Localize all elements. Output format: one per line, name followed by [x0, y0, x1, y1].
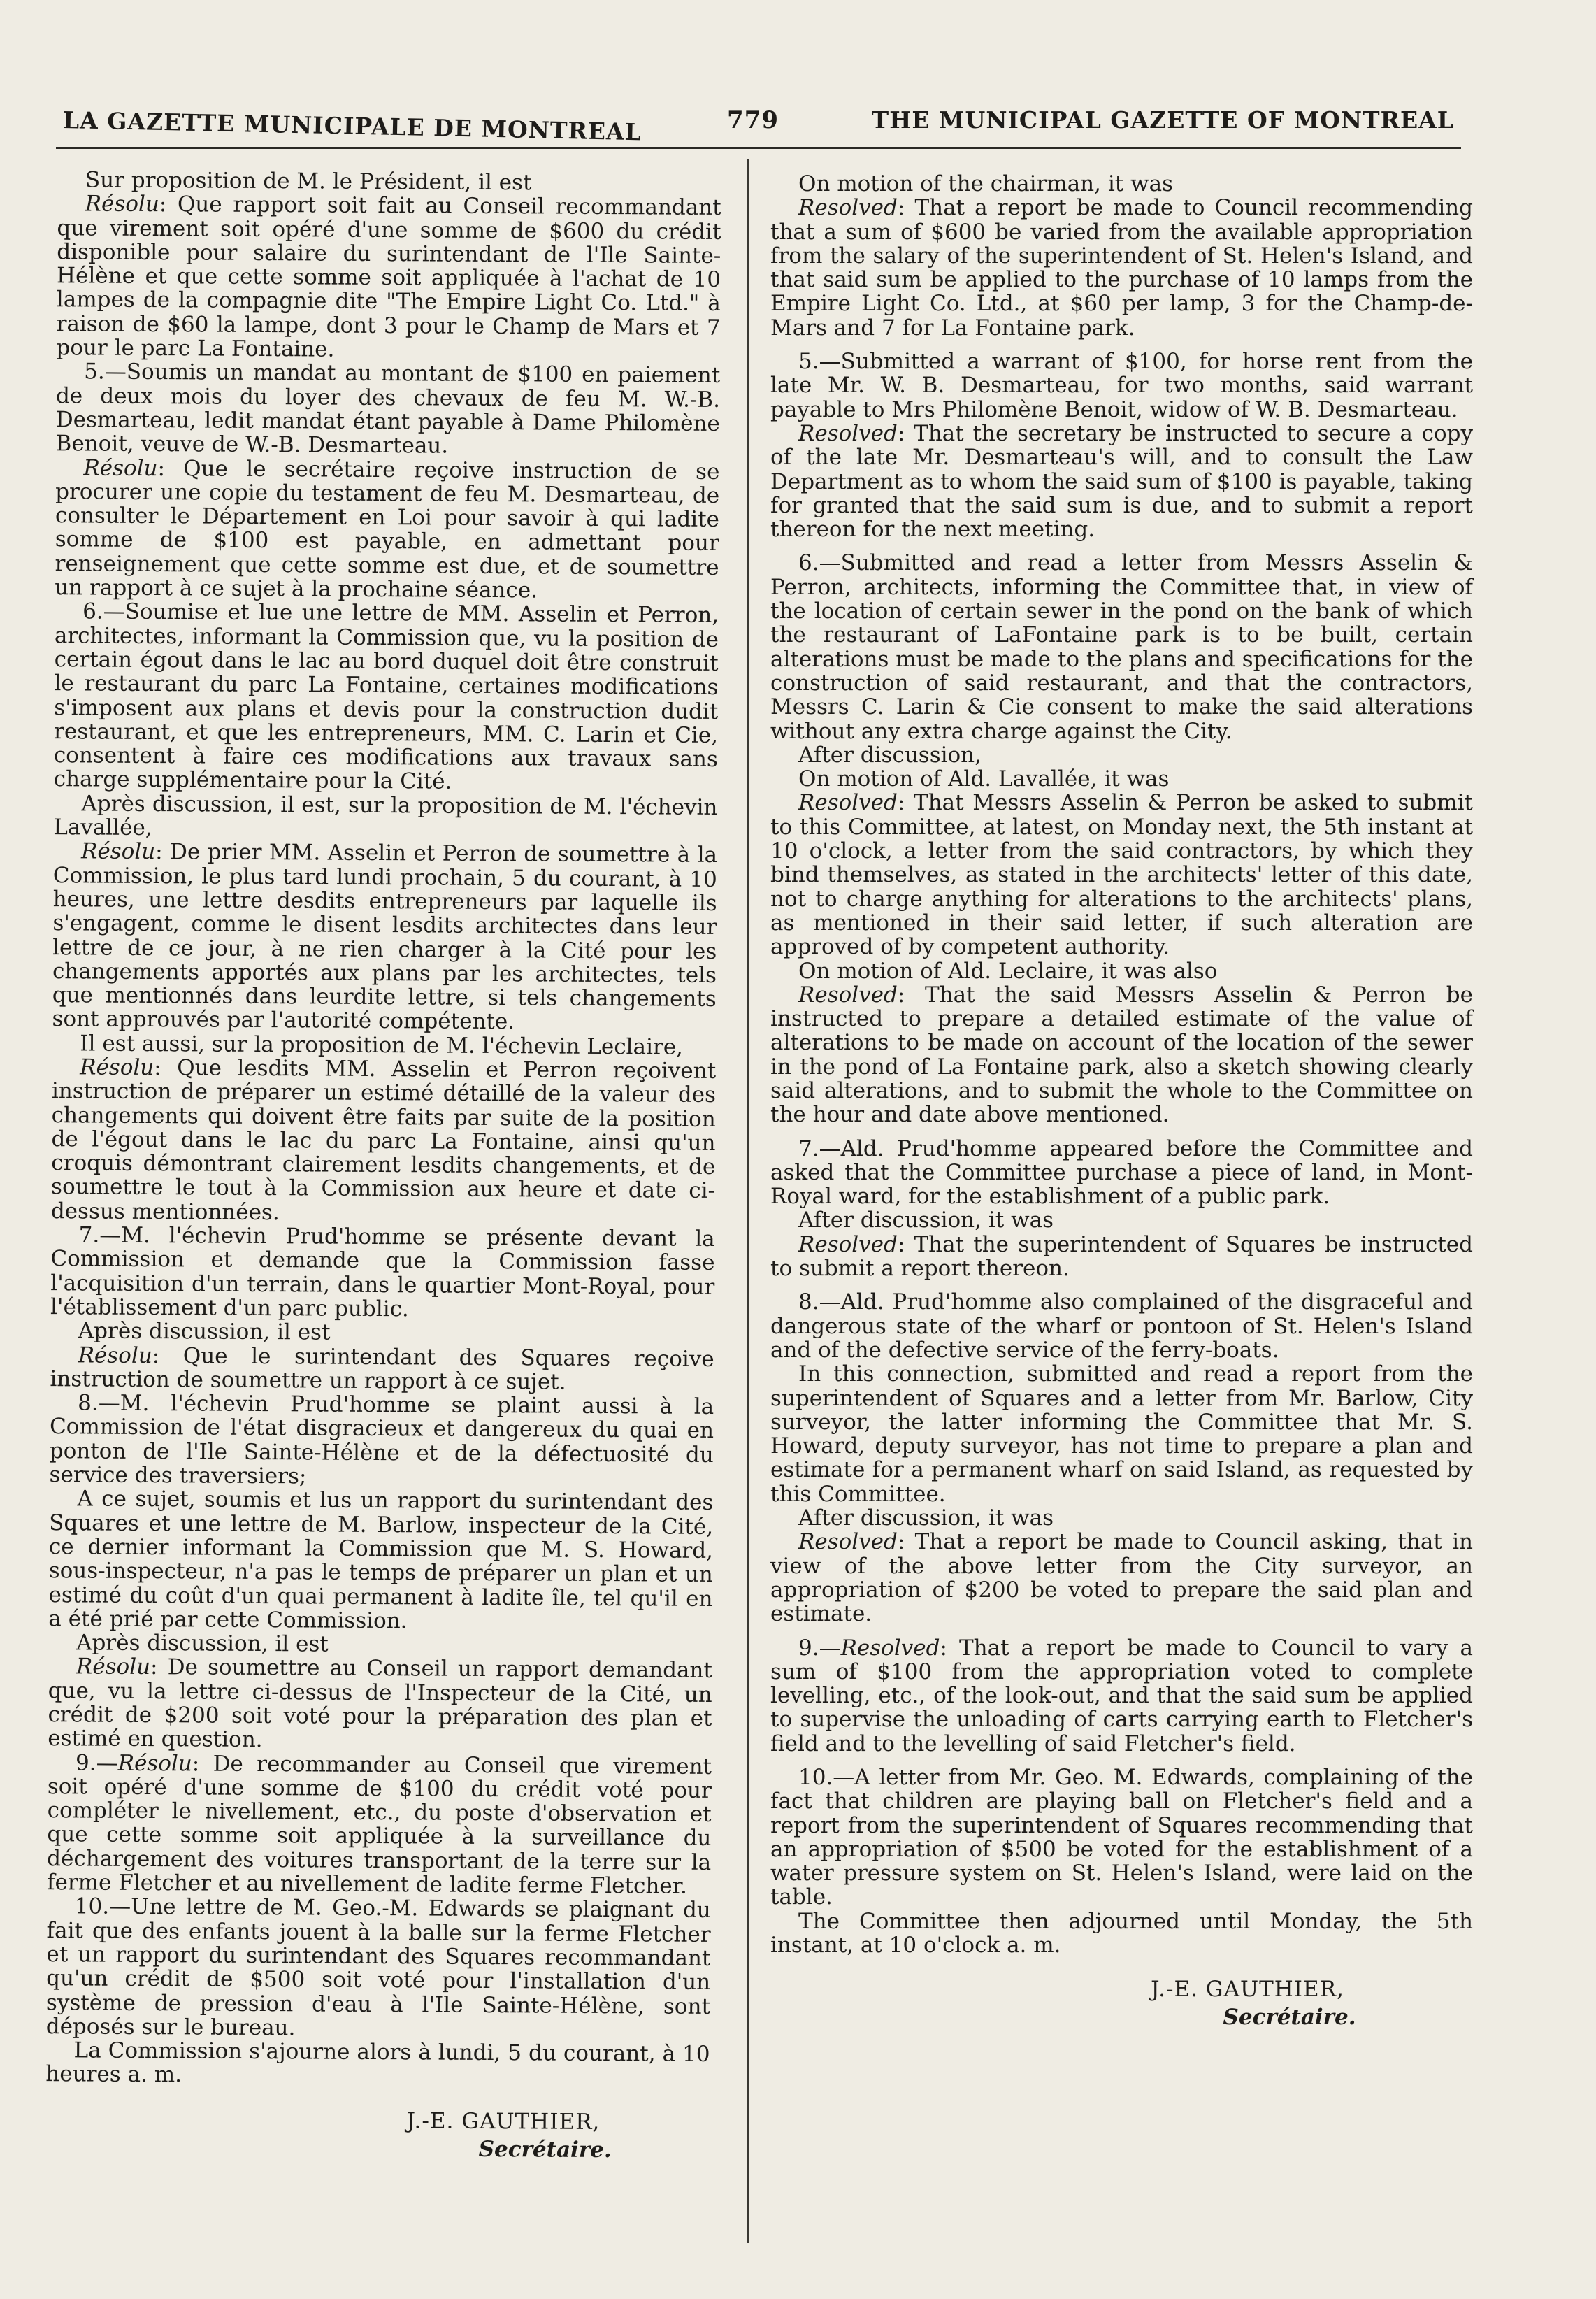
page-number: 779 — [727, 106, 779, 134]
header-french-title: LA GAZETTE MUNICIPALE DE MONTREAL — [62, 106, 642, 146]
paragraph: Après discussion, il est — [78, 1318, 331, 1345]
paragraph: Résolu: De prier MM. Asselin et Perron de soumettre à la Commission, le plus tard lundi prochain, 5 du courant, à 10 heures, une lettre desdits entrepreneurs par laquelle ils s'engagent, comme le disent lesdits architectes dans leur lettre de ce jour, à ne rien charger à la Cité pour les changements apportés aux plans par les architectes, tels que mentionnés dans leurdite lettre, si tels changements sont approuvés par l'autorité compétente. — [52, 838, 718, 1035]
paragraph: 10.—A letter from Mr. Geo. M. Edwards, complaining of the fact that children are playing ball on Fletcher's field and a report from the superintendent of Squares recommending that an appropriation of $500 be voted for the establishment of a water pressure system on St. Helen's Island, were laid on the table. — [770, 1765, 1473, 1910]
paragraph: Résolu: Que le surintendant des Squares reçoive instruction de soumettre un rapport à ce sujet. — [50, 1342, 714, 1395]
paragraph: After discussion, it was — [798, 1505, 1054, 1531]
french-column — [45, 168, 721, 2165]
paragraph: Resolved: That a report be made to Council asking, that in view of the above letter from the City surveyor, an appropriation of $200 be voted to prepare the said plan and estimate. — [770, 1529, 1473, 1627]
paragraph: 6.—Soumise et lue une lettre de MM. Asselin et Perron, architectes, informant la Commission que, vu la position de certain égout dans le lac au bord duquel doit être construit le restaurant du parc La Fontaine, certaines modifications s'imposent aux plans et devis pour la construction dudit restaurant, et que les entrepreneurs, MM. C. Larin et Cie, consentent à faire ces modifications aux travaux sans charge supplémentaire pour la Cité. — [53, 599, 719, 795]
signature-title: Secrétaire. — [478, 2136, 612, 2163]
paragraph: Sur proposition de M. le Président, il est — [85, 167, 532, 196]
paragraph: On motion of Ald. Leclaire, it was also — [798, 958, 1218, 984]
paragraph: Resolved: That the superintendent of Squares be instructed to submit a report thereon. — [770, 1231, 1473, 1282]
header-english-title: THE MUNICIPAL GAZETTE OF MONTREAL — [871, 106, 1454, 134]
french-signature — [45, 2105, 710, 2165]
paragraph: After discussion, — [798, 742, 982, 768]
signature-name: J.-E. GAUTHIER, — [406, 2108, 601, 2135]
paragraph: Résolu: Que le secrétaire reçoive instruction de se procurer une copie du testament de feu M. Desmarteau, de consulter le Département en Loi pour savoir à qui ladite somme de $100 est payable, en admettant pour renseignement que cette somme est due, et de soumettre un rapport à ce sujet à la prochaine séance. — [55, 454, 720, 603]
paragraph: Résolu: Que lesdits MM. Asselin et Perron reçoivent instruction de préparer un estimé détaillé de la valeur des changements qui doivent être faits par suite de la position de l'égout dans le lac du parc La Fontaine, ainsi qu'un croquis démontrant clairement lesdits changements, et de soumettre le tout à la Commission aux heure et date ci-dessus mentionnées. — [50, 1054, 717, 1225]
paragraph: On motion of Ald. Lavallée, it was — [798, 766, 1170, 792]
page-header — [56, 98, 1461, 149]
paragraph: Résolu: Que rapport soit fait au Conseil recommandant que virement soit opéré d'une somme de $600 du crédit disponible pour salaire du surintendant de l'Ile Sainte-Hélène et que cette somme soit appliquée à l'achat de 10 lampes de la compagnie dite "The Empire Light Co. Ltd." à raison de $60 la lampe, dont 3 pour le Champ de Mars et 7 pour le parc La Fontaine. — [56, 191, 721, 362]
paragraph: A ce sujet, soumis et lus un rapport du surintendant des Squares et une lettre de M. Barlow, inspecteur de la Cité, ce dernier informant la Commission que M. S. Howard, sous-inspecteur, n'a pas le temps de préparer un plan et un estimé du coût d'un quai permanent à ladite île, tel qu'il en a été prié par cette Commission. — [48, 1486, 714, 1634]
paragraph: 5.—Submitted a warrant of $100, for horse rent from the late Mr. W. B. Desmarteau, for two months, said warrant payable to Mrs Philomène Benoit, widow of W. B. Desmarteau. — [770, 349, 1473, 422]
paragraph: The Committee then adjourned until Monday, the 5th instant, at 10 o'clock a. m. — [770, 1908, 1473, 1958]
paragraph: La Commission s'ajourne alors à lundi, 5 du courant, à 10 heures a. m. — [45, 2037, 710, 2088]
paragraph: 6.—Submitted and read a letter from Messrs Asselin & Perron, architects, informing the Committee that, in view of the location of certain sewer in the pond on the bank of which the restaurant of LaFontaine park is to be built, certain alterations must be made to the plans and specifications for the construction of said restaurant, and that the contractors, Messrs C. Larin & Cie consent to make the said alterations without any extra charge against the City. — [770, 550, 1473, 744]
paragraph: 8.—M. l'échevin Prud'homme se plaint aussi à la Commission de l'état disgracieux et dangereux du quai en ponton de l'Ile Sainte-Hélène et de la défectuosité du service des traversiers; — [49, 1390, 714, 1489]
english-column — [770, 172, 1473, 2031]
paragraph: 10.—Une lettre de M. Geo.-M. Edwards se plaignant du fait que des enfants jouent à la balle sur la ferme Fletcher et un rapport du surintendant des Squares recommandant qu'un crédit de $500 soit voté pour l'installation d'un système de pression d'eau à l'Ile Sainte-Hélène, sont déposés sur le bureau. — [45, 1893, 711, 2041]
paragraph: 8.—Ald. Prud'homme also complained of the disgraceful and dangerous state of the wharf or pontoon of St. Helen's Island and of the defective service of the ferry-boats. — [770, 1289, 1473, 1363]
signature-name: J.-E. GAUTHIER, — [1151, 1977, 1344, 2003]
column-divider — [747, 159, 749, 2243]
paragraph: Il est aussi, sur la proposition de M. l'échevin Leclaire, — [80, 1031, 684, 1060]
paragraph: 7.—Ald. Prud'homme appeared before the Committee and asked that the Committee purchase a piece of land, in Mont-Royal ward, for the establishment of a public park. — [770, 1136, 1473, 1210]
paragraph: On motion of the chairman, it was — [798, 171, 1174, 196]
paragraph: Résolu: De soumettre au Conseil un rapport demandant que, vu la lettre ci-dessus de l'Inspecteur de la Cité, un crédit de $200 soit voté pour la préparation des plan et estimé en question. — [48, 1654, 713, 1753]
paragraph: Après discussion, il est — [76, 1630, 329, 1657]
paragraph: 7.—M. l'échevin Prud'homme se présente devant la Commission et demande que la Commission fasse l'acquisition d'un terrain, dans le quartier Mont-Royal, pour l'établissement d'un parc public. — [50, 1222, 715, 1322]
paragraph: Resolved: That the secretary be instructed to secure a copy of the late Mr. Desmarteau's will, and to consult the Law Department as to whom the said sum of $100 is payable, taking for granted that the said sum is due, and to submit a report thereon for the next meeting. — [770, 420, 1473, 543]
paragraph: After discussion, it was — [798, 1208, 1054, 1233]
signature-title: Secrétaire. — [1223, 2005, 1356, 2031]
paragraph: Après discussion, il est, sur la proposition de M. l'échevin Lavallée, — [53, 791, 718, 841]
english-signature — [770, 1975, 1473, 2031]
paragraph: 9.—Resolved: That a report be made to Council to vary a sum of $100 from the appropriation voted to complete levelling, etc., of the look-out, and that the said sum be applied to supervise the unloading of carts carrying earth to Fletcher's field and to the levelling of said Fletcher's field. — [770, 1635, 1473, 1756]
paragraph: Resolved: That Messrs Asselin & Perron be asked to submit to this Committee, at latest, on Monday next, the 5th instant at 10 o'clock, a letter from the said contractors, by which they bind themselves, as stated in the architects' letter of this date, not to charge anything for alterations to the architects' plans, as mentioned in their said letter, if such alteration are approved of by competent authority. — [770, 790, 1473, 960]
paragraph: 9.—Résolu: De recommander au Conseil que virement soit opéré d'une somme de $100 du crédit voté pour compléter le nivellement, etc., du poste d'observation et que cette somme soit appliquée à la surveillance du déchargement des voitures transportant de la terre sur la ferme Fletcher et au nivellement de ladite ferme Fletcher. — [46, 1749, 712, 1899]
paragraph: Resolved: That the said Messrs Asselin & Perron be instructed to prepare a detailed estimate of the value of alterations to be made on account of the location of the sewer in the pond of La Fontaine park, also a sketch showing clearly said alterations, and to submit the whole to the Committee on the hour and date above mentioned. — [770, 982, 1473, 1128]
paragraph: Resolved: That a report be made to Council recommending that a sum of $600 be varied from the available appropriation from the salary of the superintendent of St. Helen's Island, and that said sum be applied to the purchase of 10 lamps from the Empire Light Co. Ltd., at $60 per lamp, 3 for the Champ-de-Mars and 7 for La Fontaine park. — [770, 195, 1473, 341]
paragraph: 5.—Soumis un mandat au montant de $100 en paiement de deux mois du loyer des chevaux de feu M. W.-B. Desmarteau, ledit mandat étant payable à Dame Philomène Benoit, veuve de W.-B. Desmarteau. — [55, 359, 721, 459]
paragraph: In this connection, submitted and read a report from the superintendent of Squares and a letter from Mr. Barlow, City surveyor, the latter informing the Committee that Mr. S. Howard, deputy surveyor, has not time to prepare a plan and estimate for a permanent wharf on said Island, as requested by this Committee. — [770, 1361, 1473, 1507]
